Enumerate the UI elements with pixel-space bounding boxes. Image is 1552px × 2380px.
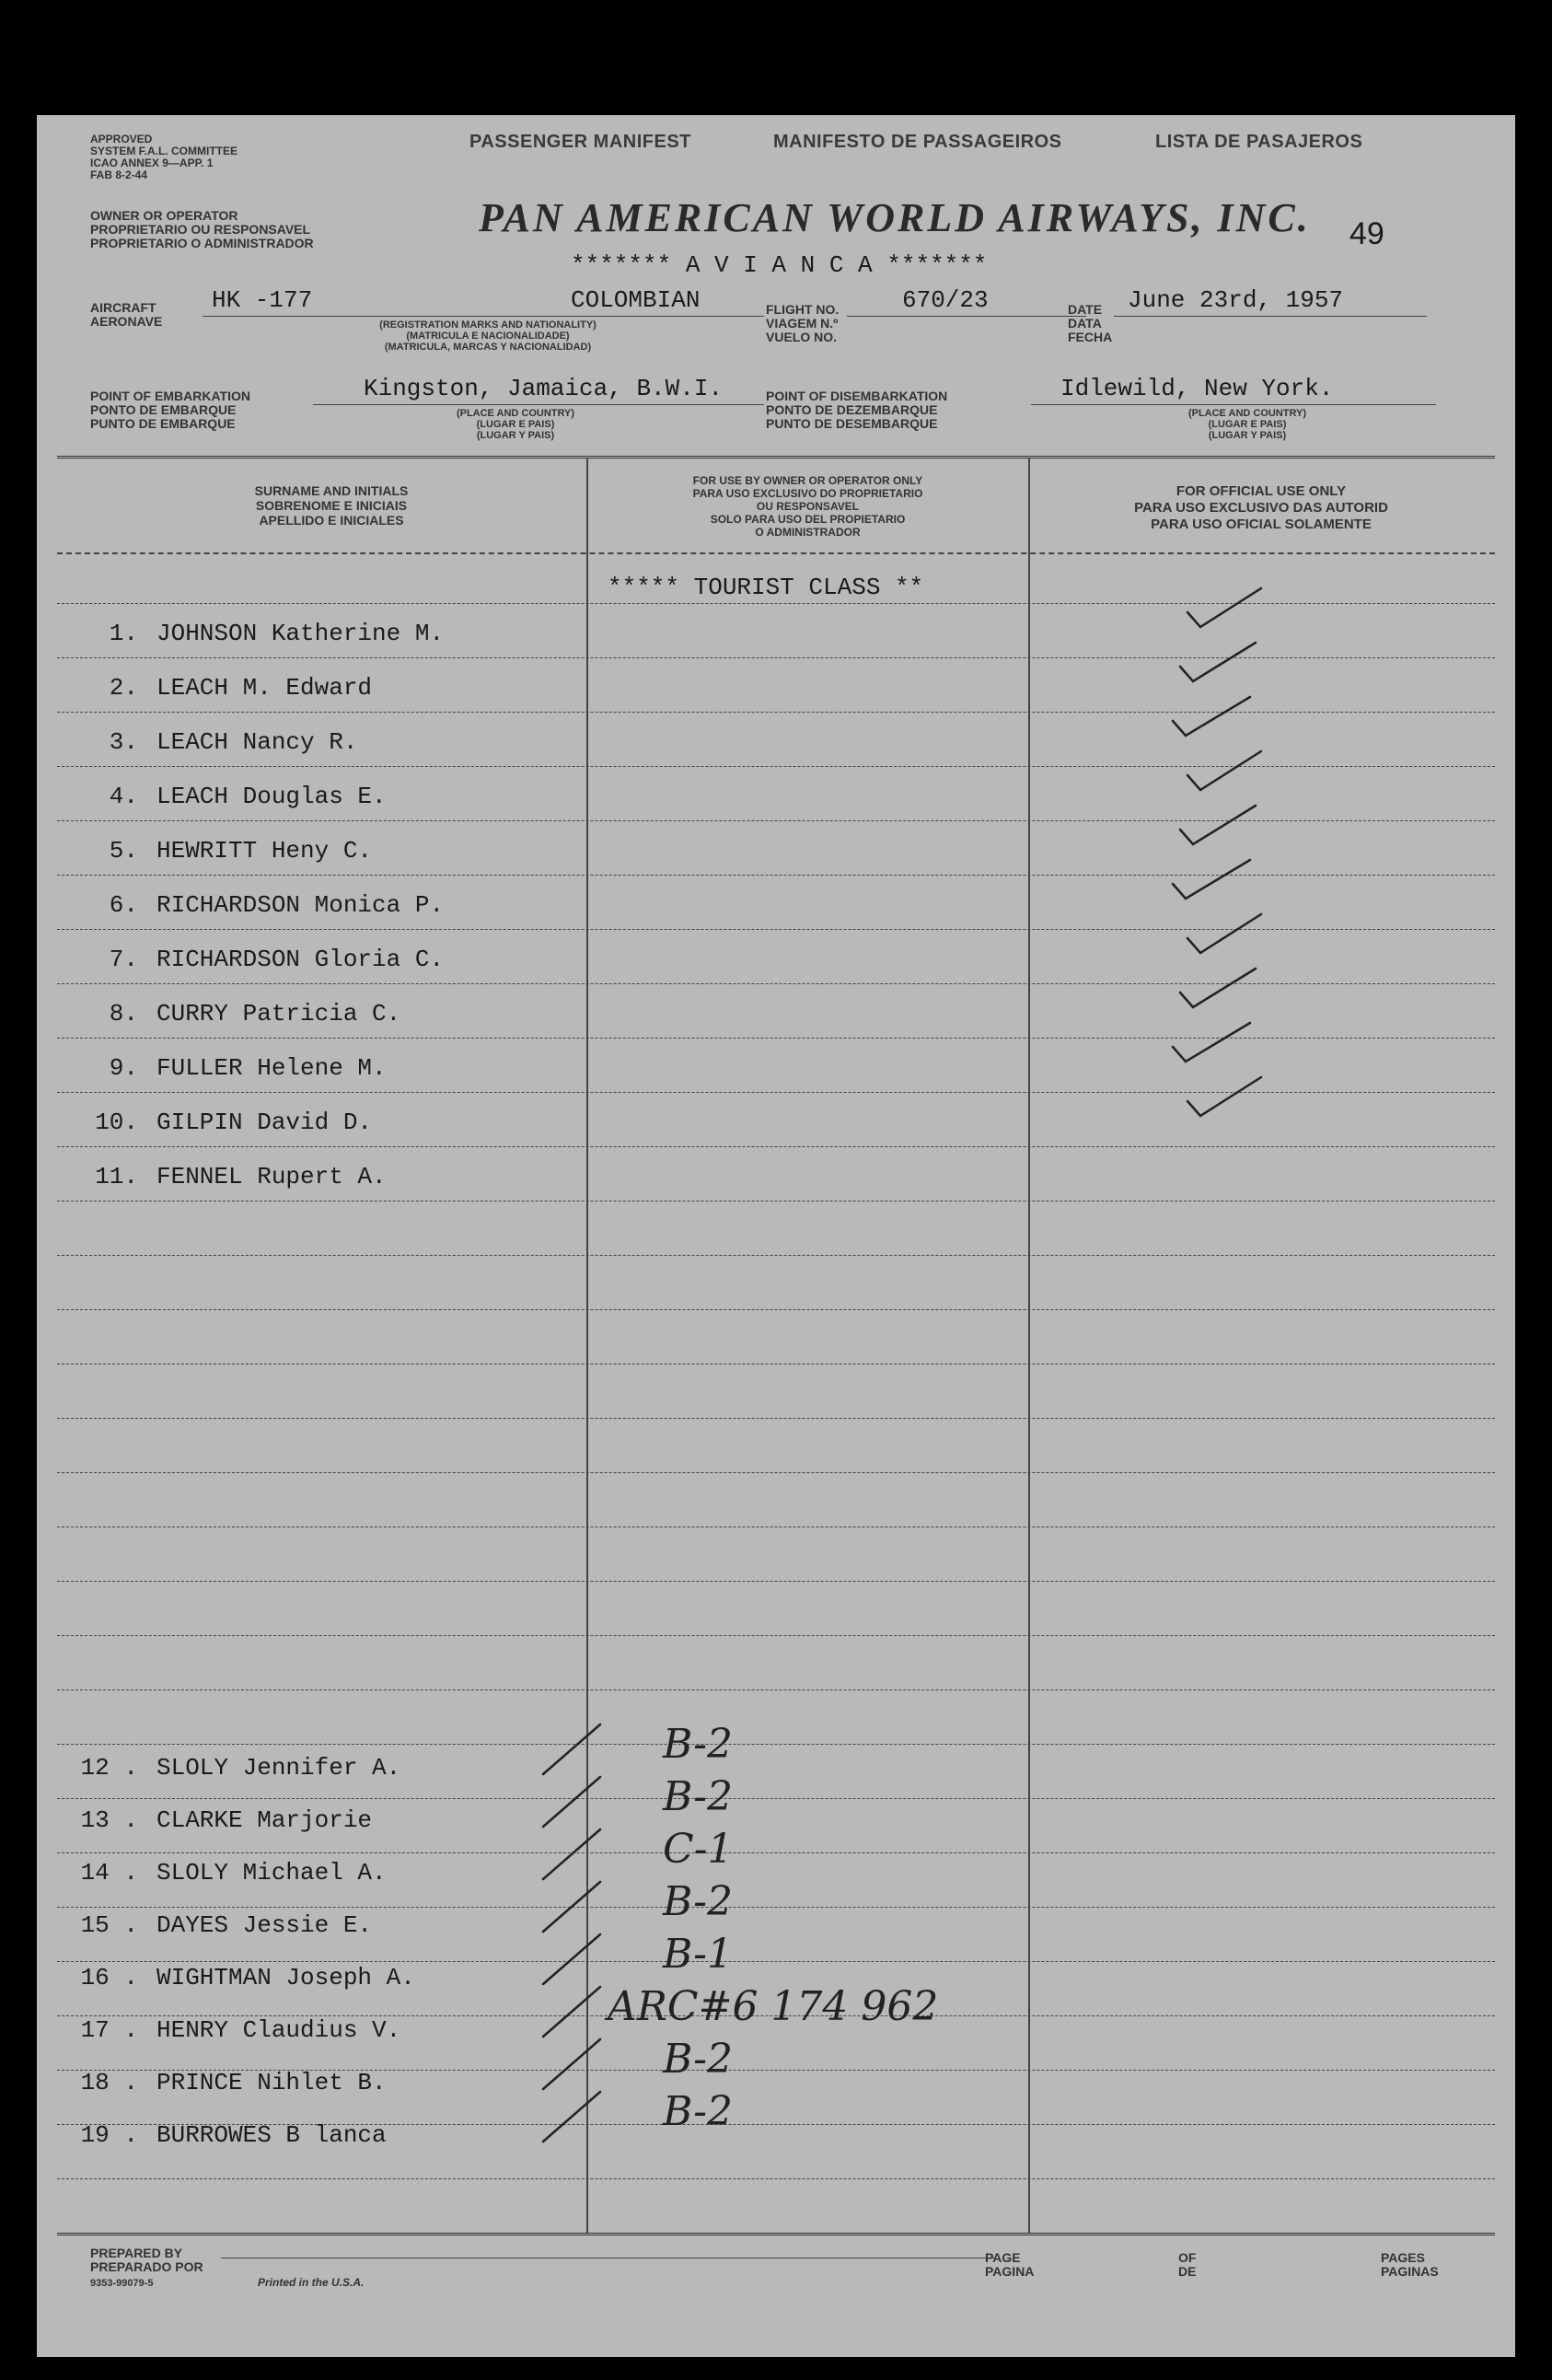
flight-number: 670/23 (902, 286, 989, 314)
table-row (74, 1163, 387, 1190)
table-row (74, 1806, 372, 1834)
row-rule (57, 1581, 1495, 1582)
row-rule (57, 1635, 1495, 1636)
passenger-name: HEWRITT Heny C. (156, 837, 373, 865)
handwritten-visa-note: B-2 (663, 2088, 734, 2135)
flight-label (766, 303, 839, 344)
passenger-name: CLARKE Marjorie (156, 1806, 373, 1834)
embark-label-line: POINT OF EMBARKATION (90, 389, 250, 403)
passenger-name: CURRY Patricia C. (156, 1000, 401, 1027)
flight-date: June 23rd, 1957 (1128, 286, 1344, 314)
handwritten-visa-note: C-1 (663, 1826, 734, 1873)
disembark-label-line: PONTO DE DEZEMBARQUE (766, 402, 938, 417)
flight-label-line: VUELO NO. (766, 330, 838, 344)
disembark-label-line: PUNTO DE DESEMBARQUE (766, 416, 938, 431)
title-portuguese: MANIFESTO DE PASSAGEIROS (773, 132, 1062, 152)
passenger-name: SLOLY Michael A. (156, 1859, 387, 1887)
table-row (74, 2016, 400, 2044)
handwritten-visa-note: B-1 (663, 1931, 734, 1978)
place-label: (LUGAR Y PAIS) (1208, 430, 1287, 441)
aircraft-registration: HK -177 (212, 286, 313, 314)
slash-mark-icon (534, 2084, 608, 2149)
registration-label: (MATRICULA E NACIONALIDADE) (406, 331, 570, 342)
row-number: 17 . (80, 2016, 138, 2044)
aircraft-label-line: AERONAVE (90, 314, 163, 329)
title-english: PASSENGER MANIFEST (469, 132, 691, 152)
check-mark-icon (1187, 588, 1261, 627)
passenger-name: GILPIN David D. (156, 1109, 373, 1136)
approved-line: APPROVED (90, 133, 153, 145)
row-number: 5. (109, 837, 138, 865)
passenger-name: PRINCE Nihlet B. (156, 2069, 387, 2096)
disembark-point: Idlewild, New York. (1060, 375, 1334, 402)
table-row (74, 674, 372, 702)
row-number: 15 . (80, 1911, 138, 1939)
row-number: 19 . (80, 2121, 138, 2149)
place-label: (LUGAR E PAIS) (1208, 419, 1287, 430)
table-row (74, 1109, 372, 1136)
official-header-line: FOR OFFICIAL USE ONLY (1176, 483, 1347, 499)
passenger-name: SLOLY Jennifer A. (156, 1754, 401, 1782)
row-rule (57, 1907, 1495, 1908)
row-number: 6. (109, 891, 138, 919)
flight-label-line: VIAGEM N.º (766, 316, 839, 331)
table-row (74, 2121, 387, 2149)
names-header-line: SOBRENOME E INICIAIS (255, 498, 408, 513)
passenger-name: DAYES Jessie E. (156, 1911, 373, 1939)
pages-label (1381, 2251, 1439, 2279)
date-label-line: DATE (1068, 302, 1103, 317)
passenger-name: FULLER Helene M. (156, 1054, 387, 1082)
registration-label: (MATRICULA, MARCAS Y NACIONALIDAD) (384, 342, 592, 353)
handwritten-visa-note: B-2 (663, 2036, 734, 2083)
of-label-line: DE (1178, 2264, 1197, 2279)
page-number: 49 (1349, 216, 1384, 251)
passenger-name: RICHARDSON Gloria C. (156, 946, 445, 973)
embark-point: Kingston, Jamaica, B.W.I. (364, 375, 724, 402)
check-mark-icon (1187, 1077, 1261, 1116)
approved-line: FAB 8-2-44 (90, 168, 148, 181)
names-header-line: APELLIDO E INICIALES (259, 513, 404, 528)
passenger-name: RICHARDSON Monica P. (156, 891, 445, 919)
flight-label-line: FLIGHT NO. (766, 302, 840, 317)
check-mark-icon (1187, 751, 1261, 790)
row-number: 18 . (80, 2069, 138, 2096)
check-mark-icon (1173, 1023, 1250, 1062)
row-number: 9. (109, 1054, 138, 1082)
row-rule (57, 1472, 1495, 1473)
approved-block (90, 134, 237, 181)
printed-in: Printed in the U.S.A. (258, 2276, 365, 2289)
registration-underline (203, 316, 764, 317)
page-label-line: PAGE (985, 2250, 1021, 2265)
embark-place-labels (423, 408, 608, 441)
owner-label: PROPRIETARIO OU RESPONSAVEL (90, 222, 311, 237)
row-rule (57, 1798, 1495, 1799)
check-mark-icon (1187, 914, 1261, 953)
manifest-sheet (37, 115, 1515, 2357)
prepared-label-line: PREPARED BY (90, 2246, 183, 2260)
row-number: 11. (95, 1163, 138, 1190)
table-row (74, 783, 387, 810)
check-marks (1123, 575, 1326, 1312)
row-rule (57, 1852, 1495, 1853)
passenger-name: LEACH Douglas E. (156, 783, 387, 810)
disembark-underline (1031, 404, 1436, 405)
row-number: 16 . (80, 1964, 138, 1991)
embark-label (90, 389, 250, 431)
aircraft-label-line: AIRCRAFT (90, 300, 156, 315)
disembark-label-line: POINT OF DISEMBARKATION (766, 389, 948, 403)
row-number: 2. (109, 674, 138, 702)
handwritten-visa-note: ARC#6 174 962 (608, 1983, 939, 2030)
date-label-line: DATA (1068, 316, 1102, 331)
prepared-label-line: PREPARADO POR (90, 2259, 203, 2274)
row-number: 7. (109, 946, 138, 973)
official-column-header (1036, 483, 1487, 533)
passenger-name: FENNEL Rupert A. (156, 1163, 387, 1190)
table-row (74, 2069, 387, 2096)
official-header-line: PARA USO OFICIAL SOLAMENTE (1151, 517, 1372, 532)
of-label-line: OF (1178, 2250, 1197, 2265)
owner-header-line: OU RESPONSAVEL (756, 500, 860, 513)
aircraft-nationality: COLOMBIAN (571, 286, 701, 314)
owner-labels (90, 209, 314, 250)
row-rule (57, 1961, 1495, 1962)
names-header-line: SURNAME AND INITIALS (254, 483, 409, 498)
table-row (74, 1054, 387, 1082)
table-row (74, 891, 444, 919)
row-number: 4. (109, 783, 138, 810)
date-label (1068, 303, 1112, 344)
embark-label-line: PONTO DE EMBARQUE (90, 402, 237, 417)
names-column-header (147, 483, 515, 528)
handwritten-visa-note: B-2 (663, 1721, 734, 1768)
of-label (1178, 2251, 1196, 2279)
row-rule (57, 1744, 1495, 1745)
place-label: (LUGAR Y PAIS) (476, 430, 555, 441)
handwritten-visa-note: B-2 (663, 1773, 734, 1820)
handwritten-visa-note: B-2 (663, 1878, 734, 1925)
owner-header-line: PARA USO EXCLUSIVO DO PROPRIETARIO (692, 487, 923, 500)
approved-line: ICAO ANNEX 9—APP. 1 (90, 157, 214, 169)
title-spanish: LISTA DE PASAJEROS (1155, 132, 1363, 152)
row-number: 1. (109, 620, 138, 647)
embark-underline (313, 404, 764, 405)
place-label: (PLACE AND COUNTRY) (1187, 408, 1307, 419)
table-top-rule (57, 456, 1495, 459)
table-row (74, 728, 357, 756)
place-label: (LUGAR E PAIS) (476, 419, 555, 430)
passenger-name: JOHNSON Katherine M. (156, 620, 445, 647)
check-mark-icon (1180, 806, 1256, 844)
table-row (74, 1000, 400, 1027)
official-header-line: PARA USO EXCLUSIVO DAS AUTORID (1134, 500, 1388, 516)
check-mark-icon (1173, 697, 1250, 736)
table-row (74, 1859, 387, 1887)
approved-line: SYSTEM F.A.L. COMMITTEE (90, 145, 238, 157)
date-underline (1114, 316, 1427, 317)
table-row (74, 1754, 400, 1782)
class-label: ***** TOURIST CLASS ** (608, 574, 924, 601)
table-row (74, 946, 444, 973)
row-rule (57, 1689, 1495, 1690)
owner-header-line: FOR USE BY OWNER OR OPERATOR ONLY (692, 474, 923, 487)
prepared-by-label (90, 2246, 203, 2274)
row-number: 3. (109, 728, 138, 756)
check-mark-icon (1173, 860, 1250, 899)
owner-header-line: O ADMINISTRADOR (755, 526, 861, 539)
disembark-label (766, 389, 947, 431)
row-number: 12 . (80, 1754, 138, 1782)
owner-header-line: SOLO PARA USO DEL PROPIETARIO (710, 513, 906, 526)
check-mark-icon (1180, 969, 1256, 1007)
owner-label: PROPRIETARIO O ADMINISTRADOR (90, 236, 314, 250)
operator-name: ******* A V I A N C A ******* (571, 251, 988, 279)
table-row (74, 837, 372, 865)
date-label-line: FECHA (1068, 330, 1113, 344)
column-divider-2 (1028, 458, 1030, 2233)
passenger-name: LEACH Nancy R. (156, 728, 358, 756)
header-bottom-rule (57, 552, 1495, 554)
form-number: 9353-99079-5 (90, 2278, 154, 2289)
passenger-name: LEACH M. Edward (156, 674, 373, 702)
table-row (74, 1964, 415, 1991)
aircraft-label (90, 301, 162, 329)
registration-labels (258, 319, 718, 353)
company-name: PAN AMERICAN WORLD AIRWAYS, INC. (479, 195, 1311, 240)
row-rule (57, 1418, 1495, 1419)
row-number: 14 . (80, 1859, 138, 1887)
disembark-place-labels (1155, 408, 1339, 441)
place-label: (PLACE AND COUNTRY) (456, 408, 575, 419)
embark-label-line: PUNTO DE EMBARQUE (90, 416, 236, 431)
table-row (74, 620, 444, 647)
registration-label: (REGISTRATION MARKS AND NATIONALITY) (379, 319, 596, 331)
row-number: 13 . (80, 1806, 138, 1834)
pages-label-line: PAGINAS (1381, 2264, 1439, 2279)
table-bottom-rule (57, 2233, 1495, 2235)
row-number: 10. (95, 1109, 138, 1136)
owner-column-header (594, 474, 1022, 539)
row-rule (57, 2178, 1495, 2179)
page-label-line: PAGINA (985, 2264, 1035, 2279)
table-row (74, 1911, 372, 1939)
check-mark-icon (1180, 643, 1256, 681)
pages-label-line: PAGES (1381, 2250, 1425, 2265)
passenger-name: HENRY Claudius V. (156, 2016, 401, 2044)
row-number: 8. (109, 1000, 138, 1027)
flight-underline (847, 316, 1086, 317)
owner-label: OWNER OR OPERATOR (90, 208, 238, 223)
passenger-name: WIGHTMAN Joseph A. (156, 1964, 415, 1991)
passenger-name: BURROWES B lanca (156, 2121, 387, 2149)
page-label (985, 2251, 1034, 2279)
